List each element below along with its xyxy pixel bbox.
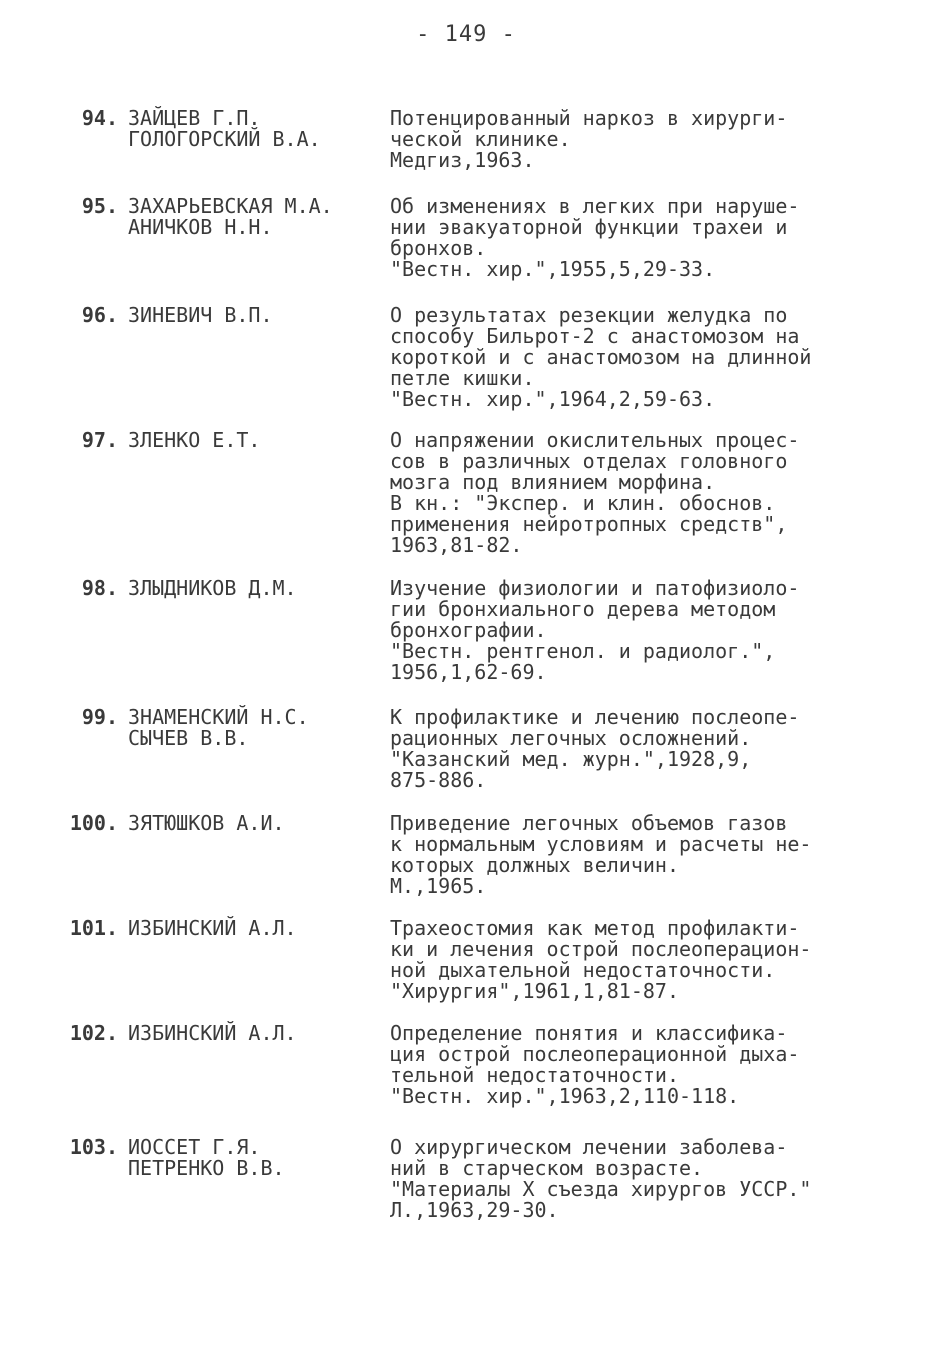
citation-line: применения нейротропных средств", <box>390 512 788 536</box>
entry-citation <box>390 578 910 683</box>
author-name: СЫЧЕВ В.В. <box>128 726 249 750</box>
citation-line: 875-886. <box>390 768 487 792</box>
entry-authors <box>128 305 378 326</box>
citation-line: способу Бильрот-2 с анастомозом на <box>390 324 800 348</box>
citation-line: "Вестн. хир.",1964,2,59-63. <box>390 387 716 411</box>
citation-line: тельной недостаточности. <box>390 1063 679 1087</box>
citation-line: рационных легочных осложнений. <box>390 726 752 750</box>
author-name: ЗИНЕВИЧ В.П. <box>128 303 273 327</box>
citation-line: О напряжении окислительных процес- <box>390 428 800 452</box>
citation-line: "Вестн. рентгенол. и радиолог.", <box>390 639 776 663</box>
citation-line: О результатах резекции желудка по <box>390 303 788 327</box>
author-name: АНИЧКОВ Н.Н. <box>128 215 273 239</box>
author-name: ЗЛЫДНИКОВ Д.М. <box>128 576 297 600</box>
citation-line: сов в различных отделах головного <box>390 449 788 473</box>
entry-authors <box>128 813 378 834</box>
citation-line: Трахеостомия как метод профилакти- <box>390 916 800 940</box>
entry-authors <box>128 196 378 238</box>
entry-number: 103. <box>69 1135 118 1159</box>
citation-line: М.,1965. <box>390 874 487 898</box>
citation-line: 1963,81-82. <box>390 533 523 557</box>
author-name: ИЗБИНСКИЙ А.Л. <box>128 916 297 940</box>
citation-line: Л.,1963,29-30. <box>390 1198 559 1222</box>
entry-number: 98. <box>81 576 118 600</box>
entry-number: 95. <box>81 194 118 218</box>
entry-authors <box>128 1023 378 1044</box>
citation-line: бронхографии. <box>390 618 547 642</box>
author-name: ГОЛОГОРСКИЙ В.А. <box>128 127 321 151</box>
entry-authors <box>128 430 378 451</box>
citation-line: "Хирургия",1961,1,81-87. <box>390 979 679 1003</box>
citation-line: Медгиз,1963. <box>390 148 535 172</box>
citation-line: короткой и с анастомозом на длинной <box>390 345 812 369</box>
entry-number: 97. <box>81 428 118 452</box>
author-name: ЗНАМЕНСКИЙ Н.С. <box>128 705 309 729</box>
entry-authors <box>128 108 378 150</box>
citation-line: к нормальным условиям и расчеты не- <box>390 832 812 856</box>
entry-citation <box>390 918 910 1002</box>
author-name: ИОССЕТ Г.Я. <box>128 1135 261 1159</box>
entry-citation <box>390 1137 910 1221</box>
citation-line: гии бронхиального дерева методом <box>390 597 776 621</box>
citation-line: нии эвакуаторной функции трахеи и <box>390 215 788 239</box>
citation-line: ческой клинике. <box>390 127 571 151</box>
citation-line: ки и лечения острой послеоперацион- <box>390 937 812 961</box>
page-number: - 149 - <box>416 22 516 47</box>
entry-number: 94. <box>81 106 118 130</box>
citation-line: О хирургическом лечении заболева- <box>390 1135 788 1159</box>
entry-citation <box>390 430 910 556</box>
entry-citation <box>390 196 910 280</box>
citation-line: 1956,1,62-69. <box>390 660 547 684</box>
citation-line: которых должных величин. <box>390 853 679 877</box>
citation-line: бронхов. <box>390 236 487 260</box>
citation-line: К профилактике и лечению послеопе- <box>390 705 800 729</box>
citation-line: петле кишки. <box>390 366 535 390</box>
citation-line: мозга под влиянием морфина. <box>390 470 716 494</box>
citation-line: ция острой послеоперационной дыха- <box>390 1042 800 1066</box>
entry-authors <box>128 918 378 939</box>
entry-authors <box>128 1137 378 1179</box>
entry-citation <box>390 305 910 410</box>
citation-line: Изучение физиологии и патофизиоло- <box>390 576 800 600</box>
citation-line: Приведение легочных объемов газов <box>390 811 788 835</box>
citation-line: Об изменениях в легких при наруше- <box>390 194 800 218</box>
author-name: ЗАХАРЬЕВСКАЯ М.А. <box>128 194 333 218</box>
author-name: ИЗБИНСКИЙ А.Л. <box>128 1021 297 1045</box>
citation-line: ной дыхательной недостаточности. <box>390 958 776 982</box>
citation-line: "Вестн. хир.",1955,5,29-33. <box>390 257 716 281</box>
citation-line: Определение понятия и классифика- <box>390 1021 788 1045</box>
citation-line: Потенцированный наркоз в хирурги- <box>390 106 788 130</box>
author-name: ЗЯТЮШКОВ А.И. <box>128 811 285 835</box>
entry-citation <box>390 1023 910 1107</box>
entry-number: 96. <box>81 303 118 327</box>
citation-line: "Казанский мед. журн.",1928,9, <box>390 747 752 771</box>
citation-line: "Вестн. хир.",1963,2,110-118. <box>390 1084 740 1108</box>
entry-authors <box>128 707 378 749</box>
author-name: ЗАЙЦЕВ Г.П. <box>128 106 261 130</box>
entry-number: 101. <box>69 916 118 940</box>
author-name: ЗЛЕНКО Е.Т. <box>128 428 261 452</box>
entry-citation <box>390 707 910 791</box>
citation-line: "Материалы X съезда хирургов УССР." <box>390 1177 812 1201</box>
author-name: ПЕТРЕНКО В.В. <box>128 1156 285 1180</box>
entry-authors <box>128 578 378 599</box>
citation-line: ний в старческом возрасте. <box>390 1156 704 1180</box>
entry-number: 100. <box>69 811 118 835</box>
entry-citation <box>390 108 910 171</box>
entry-number: 102. <box>69 1021 118 1045</box>
entry-number: 99. <box>81 705 118 729</box>
citation-line: В кн.: "Экспер. и клин. обоснов. <box>390 491 776 515</box>
entry-citation <box>390 813 910 897</box>
